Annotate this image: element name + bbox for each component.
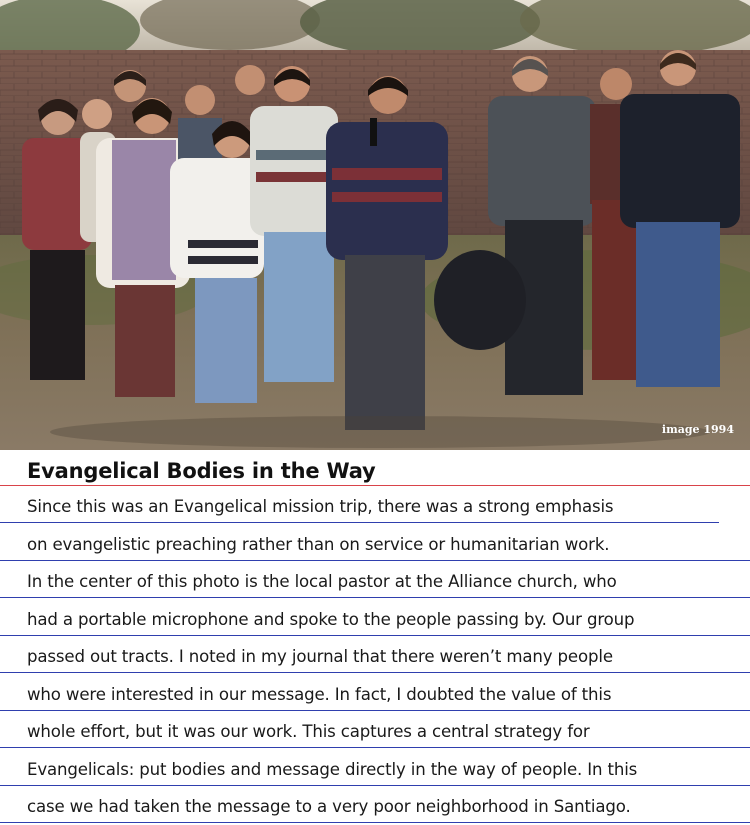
line-rule <box>0 597 750 598</box>
article-title: Evangelical Bodies in the Way <box>27 459 376 483</box>
line-rule <box>0 672 750 673</box>
title-rule <box>0 485 750 486</box>
body-line: In the center of this photo is the local pastor at the Alliance church, who <box>27 572 617 591</box>
body-line: who were interested in our message. In fact, I doubted the value of this <box>27 685 612 704</box>
body-line: on evangelistic preaching rather than on service or humanitarian work. <box>27 535 610 554</box>
line-rule <box>0 822 750 823</box>
line-rule <box>0 710 750 711</box>
photo-caption: image 1994 <box>661 423 734 436</box>
line-rule <box>0 560 750 561</box>
line-rule <box>0 635 750 636</box>
line-rule <box>0 747 750 748</box>
line-rule <box>0 785 750 786</box>
body-line: case we had taken the message to a very poor neighborhood in Santiago. <box>27 797 631 816</box>
body-line: whole effort, but it was our work. This captures a central strategy for <box>27 722 590 741</box>
body-line: Since this was an Evangelical mission trip, there was a strong emphasis <box>27 497 614 516</box>
body-line: had a portable microphone and spoke to the people passing by. Our group <box>27 610 635 629</box>
line-rule <box>0 522 719 523</box>
body-line: Evangelicals: put bodies and message directly in the way of people. In this <box>27 760 638 779</box>
body-line: passed out tracts. I noted in my journal that there weren’t many people <box>27 647 613 666</box>
